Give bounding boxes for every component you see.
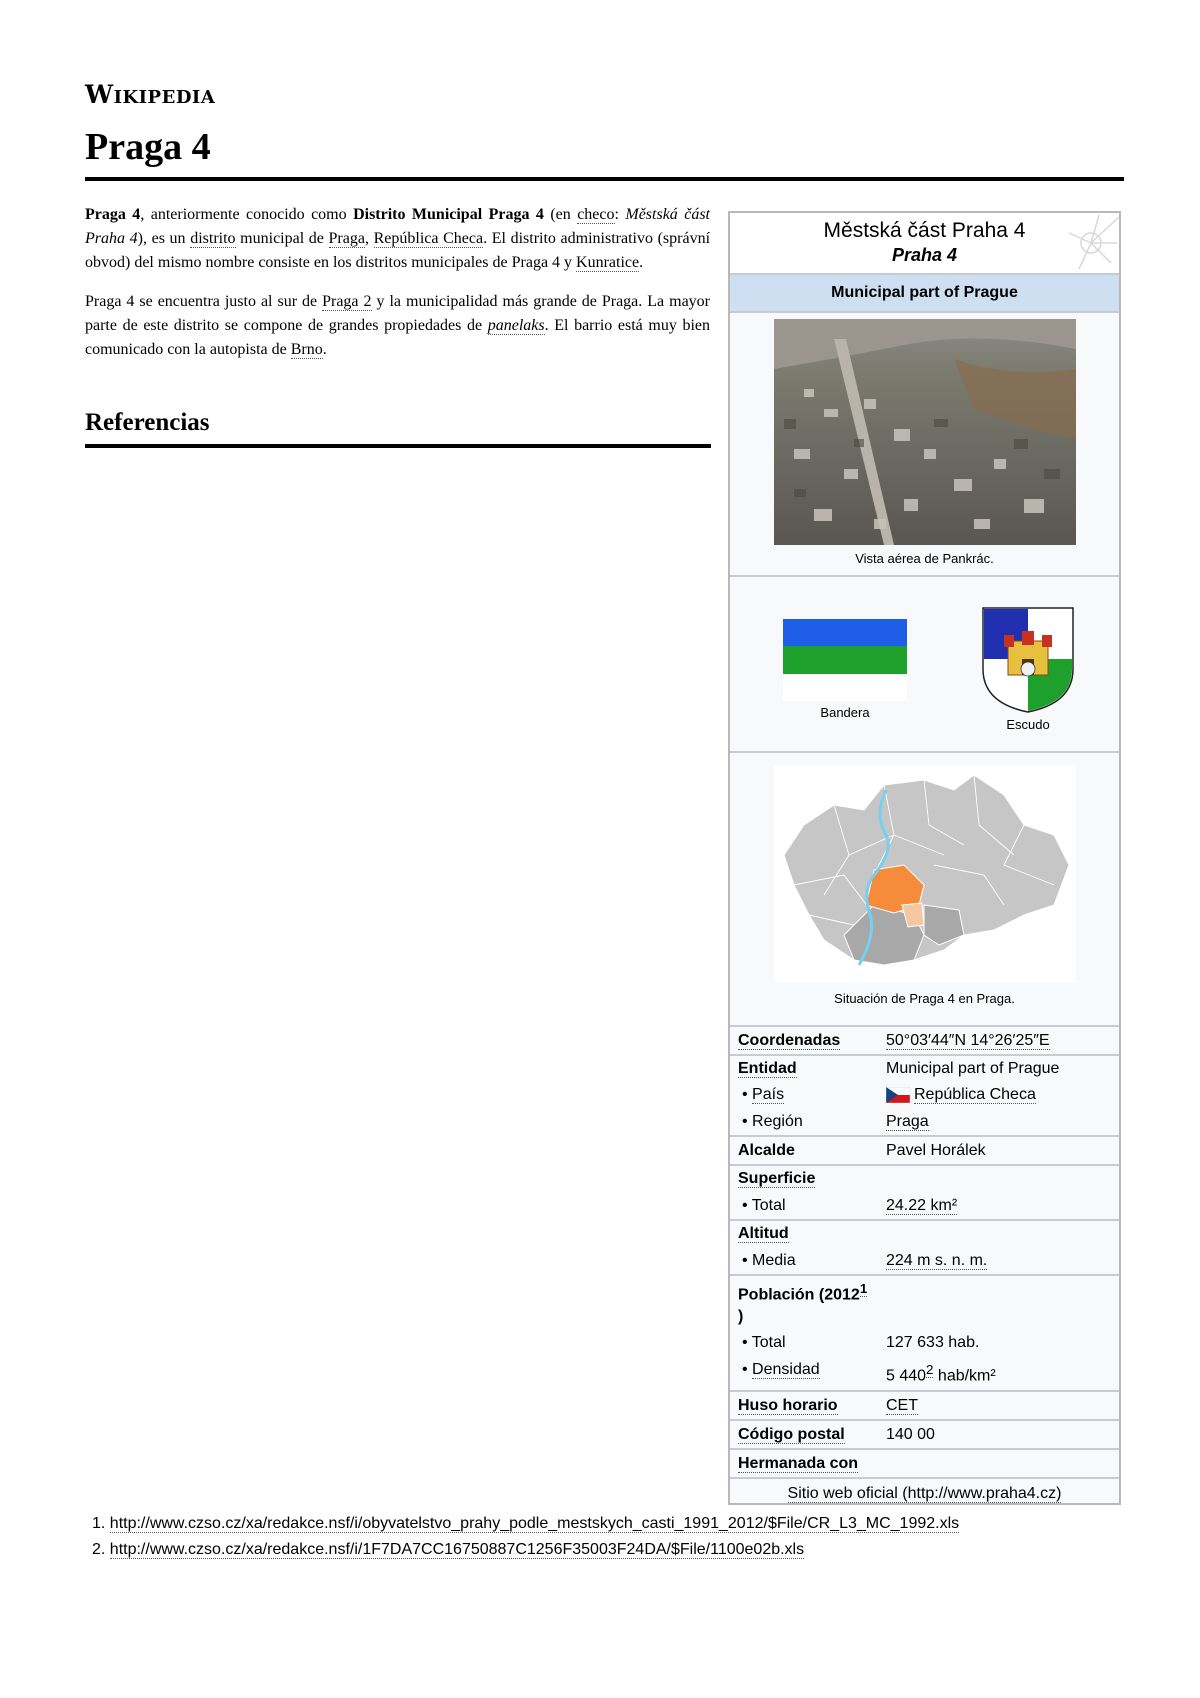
coat-of-arms-image[interactable] bbox=[982, 607, 1074, 713]
country-link[interactable]: País bbox=[752, 1086, 785, 1103]
aerial-photo-pankrac[interactable] bbox=[774, 319, 1076, 545]
coa-caption: Escudo bbox=[1006, 717, 1050, 732]
link-panelaks[interactable]: panelaks bbox=[487, 317, 545, 334]
altitude-mean-value bbox=[882, 1250, 1119, 1272]
population-label bbox=[730, 1278, 882, 1328]
reference-item bbox=[92, 1511, 959, 1537]
row-area-total bbox=[730, 1192, 1119, 1221]
text-span: . bbox=[639, 254, 644, 271]
text-span: , bbox=[364, 230, 374, 247]
row-entity bbox=[730, 1056, 1119, 1082]
altitude-mean-label: • Media bbox=[730, 1250, 882, 1272]
region-label bbox=[730, 1111, 882, 1133]
infobox bbox=[728, 211, 1121, 1505]
row-mayor bbox=[730, 1137, 1119, 1166]
entity-value: Municipal part of Prague bbox=[886, 1060, 1060, 1077]
postal-code-label bbox=[730, 1424, 882, 1446]
text-span: y la municipalidad más grande de Praga. La mayor parte de este distrito se compone de grandes propiedades de bbox=[85, 293, 710, 334]
infobox-title: Městská část Praha 4 bbox=[823, 219, 1026, 242]
czech-flag-icon bbox=[886, 1087, 910, 1103]
density-footnote-link[interactable]: 2 bbox=[926, 1362, 934, 1378]
twinned-label bbox=[730, 1453, 1119, 1475]
link-checo[interactable]: checo bbox=[577, 206, 615, 223]
altitude-label bbox=[730, 1223, 882, 1245]
row-altitude bbox=[730, 1221, 1119, 1247]
flag-image[interactable] bbox=[783, 619, 907, 701]
intro-paragraph-2 bbox=[85, 290, 710, 362]
region-value-link[interactable]: Praga bbox=[886, 1113, 929, 1130]
row-country bbox=[730, 1082, 1119, 1108]
region-label-text: Región bbox=[752, 1113, 803, 1130]
photo-caption: Vista aérea de Pankrác. bbox=[855, 551, 994, 566]
area-label bbox=[730, 1168, 882, 1190]
text-span: . bbox=[322, 341, 327, 358]
flag-caption: Bandera bbox=[820, 705, 870, 720]
references-divider bbox=[85, 444, 711, 448]
postal-code-value: 140 00 bbox=[886, 1425, 935, 1443]
map-section bbox=[730, 753, 1119, 1027]
area-total-link[interactable]: 24.22 km² bbox=[886, 1197, 958, 1214]
row-density bbox=[730, 1356, 1119, 1391]
altitude-mean-link[interactable]: 224 m s. n. m. bbox=[886, 1252, 988, 1269]
official-website-link[interactable]: Sitio web oficial (http://www.praha4.cz) bbox=[787, 1484, 1062, 1502]
region-value bbox=[882, 1111, 1119, 1133]
symbols-section bbox=[730, 577, 1119, 753]
mayor-label: Alcalde bbox=[738, 1142, 795, 1159]
row-coordinates bbox=[730, 1027, 1119, 1056]
area-total-label: • Total bbox=[730, 1195, 882, 1217]
row-area bbox=[730, 1166, 1119, 1192]
population-footnote-link[interactable]: 1 bbox=[859, 1281, 868, 1296]
population-label-text: Población (2012 bbox=[738, 1286, 860, 1304]
text-span: . El distrito administrativo (správní obvod) del mismo nombre consiste en los distritos municipales de Praga 4 y bbox=[85, 230, 711, 271]
density-label bbox=[730, 1359, 882, 1381]
text-span: , anteriormente conocido como bbox=[140, 206, 354, 223]
text-span: ), es un bbox=[137, 230, 191, 247]
coordinates-value bbox=[882, 1030, 1119, 1052]
bold-term: Distrito Municipal Praga 4 bbox=[353, 206, 544, 223]
reference-number: 1. bbox=[92, 1515, 106, 1532]
reference-item bbox=[92, 1537, 959, 1563]
link-distrito[interactable]: distrito bbox=[190, 230, 236, 247]
timezone-link[interactable]: Huso horario bbox=[738, 1396, 838, 1414]
photo-section bbox=[730, 313, 1119, 577]
entity-label bbox=[730, 1058, 882, 1080]
density-link[interactable]: Densidad bbox=[752, 1361, 820, 1379]
coordinates-link[interactable]: Coordenadas bbox=[738, 1032, 841, 1049]
references-list bbox=[92, 1511, 959, 1563]
row-twinned bbox=[730, 1450, 1119, 1479]
row-altitude-mean bbox=[730, 1247, 1119, 1276]
coordinates-label bbox=[730, 1030, 882, 1052]
wikipedia-logo[interactable]: Wikipedia bbox=[85, 80, 216, 109]
text-span: Praga 4 se encuentra justo al sur de bbox=[85, 293, 323, 310]
text-span: : bbox=[614, 206, 626, 223]
infobox-type-band: Municipal part of Prague bbox=[730, 275, 1119, 313]
italic-term: Městská část Praha 4 bbox=[85, 206, 711, 247]
link-republica-checa[interactable]: República Checa bbox=[373, 230, 484, 247]
references-heading: Referencias bbox=[85, 409, 210, 436]
population-total-value: 127 633 hab. bbox=[886, 1334, 980, 1352]
country-value bbox=[882, 1084, 1119, 1106]
altitude-link[interactable]: Altitud bbox=[738, 1225, 789, 1242]
text-span: . El barrio está muy bien comunicado con la autopista de bbox=[85, 317, 710, 358]
coordinates-value-link[interactable]: 50°03′44″N 14°26′25″E bbox=[886, 1032, 1050, 1049]
header-decoration-image bbox=[1049, 213, 1119, 271]
link-brno[interactable]: Brno bbox=[290, 341, 323, 358]
infobox-subtitle: Praha 4 bbox=[891, 245, 958, 265]
text-span: (en bbox=[543, 206, 578, 223]
population-total-label: • Total bbox=[730, 1332, 882, 1354]
density-number: 5 440 bbox=[886, 1367, 927, 1385]
row-population-total bbox=[730, 1330, 1119, 1356]
location-map[interactable] bbox=[774, 765, 1076, 983]
page-title: Praga 4 bbox=[85, 126, 211, 168]
density-value bbox=[882, 1359, 1119, 1387]
row-postal-code bbox=[730, 1421, 1119, 1450]
text-span: municipal de bbox=[235, 230, 329, 247]
bold-term: Praga 4 bbox=[85, 206, 141, 223]
link-praga[interactable]: Praga bbox=[328, 230, 365, 247]
link-praga-2[interactable]: Praga 2 bbox=[322, 293, 372, 310]
area-total-value bbox=[882, 1195, 1119, 1217]
population-label-close: ) bbox=[738, 1308, 744, 1326]
country-value-link[interactable]: República Checa bbox=[914, 1086, 1036, 1103]
reference-link[interactable]: http://www.czso.cz/xa/redakce.nsf/i/1F7DA7CC16750887C1256F35003F24DA/$File/1100e02b.xls bbox=[109, 1541, 805, 1558]
row-timezone bbox=[730, 1392, 1119, 1421]
country-label bbox=[730, 1084, 882, 1106]
timezone-label bbox=[730, 1395, 882, 1417]
timezone-value bbox=[882, 1395, 1119, 1417]
entity-link[interactable]: Entidad bbox=[738, 1060, 797, 1077]
row-population bbox=[730, 1276, 1119, 1330]
map-caption: Situación de Praga 4 en Praga. bbox=[834, 991, 1015, 1006]
area-link[interactable]: Superficie bbox=[738, 1170, 816, 1187]
link-kunratice[interactable]: Kunratice bbox=[576, 254, 640, 271]
article-body bbox=[85, 203, 710, 377]
infobox-header bbox=[730, 213, 1119, 275]
timezone-value-link[interactable]: CET bbox=[886, 1396, 918, 1414]
postal-code-link[interactable]: Código postal bbox=[738, 1425, 845, 1443]
intro-paragraph-1 bbox=[85, 203, 710, 275]
twinned-link[interactable]: Hermanada con bbox=[738, 1454, 859, 1472]
reference-number: 2. bbox=[92, 1541, 106, 1558]
density-unit: hab/km² bbox=[933, 1367, 996, 1385]
mayor-value: Pavel Horálek bbox=[886, 1142, 986, 1159]
title-divider bbox=[85, 177, 1124, 181]
reference-link[interactable]: http://www.czso.cz/xa/redakce.nsf/i/obyvatelstvo_prahy_podle_mestskych_casti_1991_2012/$File/CR_L3_MC_1992.xls bbox=[109, 1515, 960, 1532]
row-region bbox=[730, 1108, 1119, 1137]
official-website-row bbox=[730, 1479, 1119, 1503]
